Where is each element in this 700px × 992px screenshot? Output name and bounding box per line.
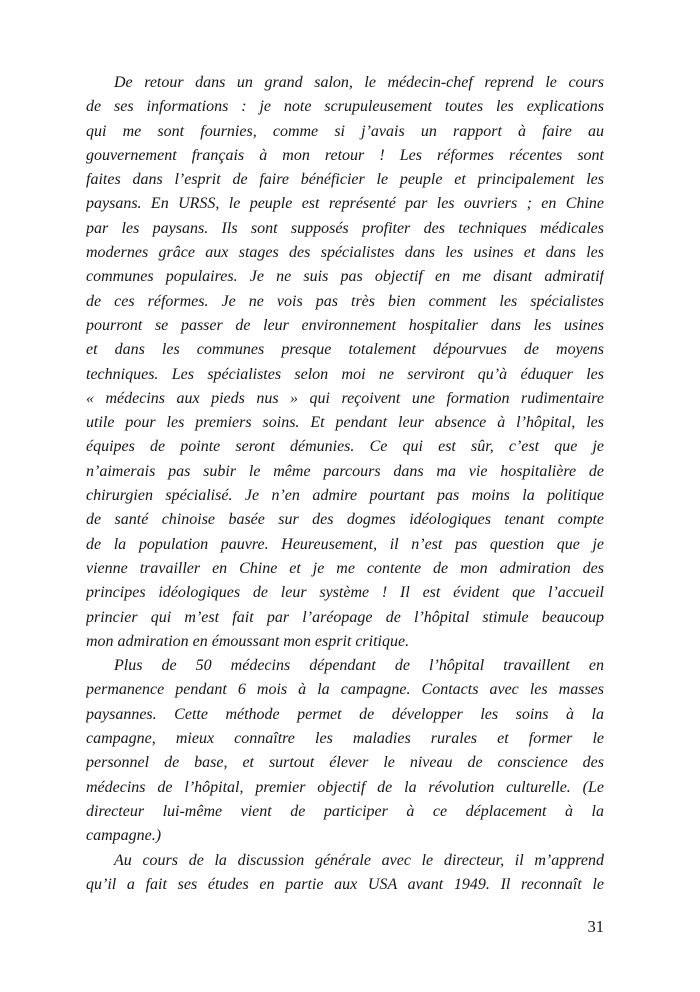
- text-line: techniques. Les spécialistes selon moi ne serviront qu’à éduquer les: [86, 365, 604, 383]
- text-line: pourront se passer de leur environnement hospitalier dans les usines: [86, 316, 604, 334]
- text-line: de santé chinoise basée sur des dogmes idéologiques tenant compte: [86, 511, 604, 529]
- text-line: princier qui m’est fait par l’aréopage de l’hôpital stimule beaucoup: [86, 608, 604, 626]
- text-line: « médecins aux pieds nus » qui reçoivent une formation rudimentaire: [86, 389, 604, 407]
- text-line: médecins de l’hôpital, premier objectif de la révolution culturelle. (Le: [86, 778, 604, 796]
- text-line: de ces réformes. Je ne vois pas très bien comment les spécialistes: [86, 292, 604, 310]
- text-line: campagne.): [86, 827, 162, 845]
- text-line: qui me sont fournies, comme si j’avais un rapport à faire au: [86, 122, 604, 140]
- page-number: 31: [587, 917, 604, 936]
- text-line: équipes de pointe seront démunies. Ce qui est sûr, c’est que je: [86, 438, 604, 456]
- text-line: modernes grâce aux stages des spécialistes dans les usines et dans les: [86, 244, 604, 262]
- text-line: par les paysans. Ils sont supposés profiter des techniques médicales: [86, 219, 604, 237]
- text-line: communes populaires. Je ne suis pas objectif en me disant admiratif: [86, 268, 604, 286]
- text-line: mon admiration en émoussant mon esprit critique.: [86, 632, 410, 650]
- text-line: campagne, mieux connaître les maladies rurales et former le: [86, 730, 604, 748]
- text-line: de ses informations : je note scrupuleusement toutes les explications: [86, 98, 604, 116]
- text-line: faites dans l’esprit de faire bénéficier le peuple et principalement les: [86, 171, 604, 189]
- text-line: personnel de base, et surtout élever le niveau de conscience des: [86, 754, 604, 772]
- text-line: chirurgien spécialisé. Je n’en admire pourtant pas moins la politique: [86, 487, 604, 505]
- text-line: Plus de 50 médecins dépendant de l’hôpital travaillent en: [114, 657, 604, 675]
- text-block: [86, 71, 604, 897]
- text-line: paysannes. Cette méthode permet de développer les soins à la: [86, 705, 604, 723]
- text-line: utile pour les premiers soins. Et pendant leur absence à l’hôpital, les: [86, 414, 604, 432]
- text-line: et dans les communes presque totalement dépourvues de moyens: [86, 341, 604, 359]
- text-line: vienne travailler en Chine et je me contente de mon admiration des: [86, 559, 604, 577]
- text-line: principes idéologiques de leur système ! Il est évident que l’accueil: [86, 584, 604, 602]
- text-line: directeur lui-même vient de participer à ce déplacement à la: [86, 802, 604, 820]
- text-line: permanence pendant 6 mois à la campagne. Contacts avec les masses: [86, 681, 604, 699]
- text-line: qu’il a fait ses études en partie aux USA avant 1949. Il reconnaît le: [86, 875, 604, 893]
- text-line: n’aimerais pas subir le même parcours dans ma vie hospitalière de: [86, 462, 604, 480]
- text-line: De retour dans un grand salon, le médecin-chef reprend le cours: [114, 74, 604, 91]
- text-line: gouvernement français à mon retour ! Les réformes récentes sont: [86, 146, 604, 164]
- text-line: Au cours de la discussion générale avec le directeur, il m’apprend: [114, 851, 604, 869]
- text-line: paysans. En URSS, le peuple est représenté par les ouvriers ; en Chine: [86, 195, 604, 213]
- text-line: de la population pauvre. Heureusement, il n’est pas question que je: [86, 535, 604, 553]
